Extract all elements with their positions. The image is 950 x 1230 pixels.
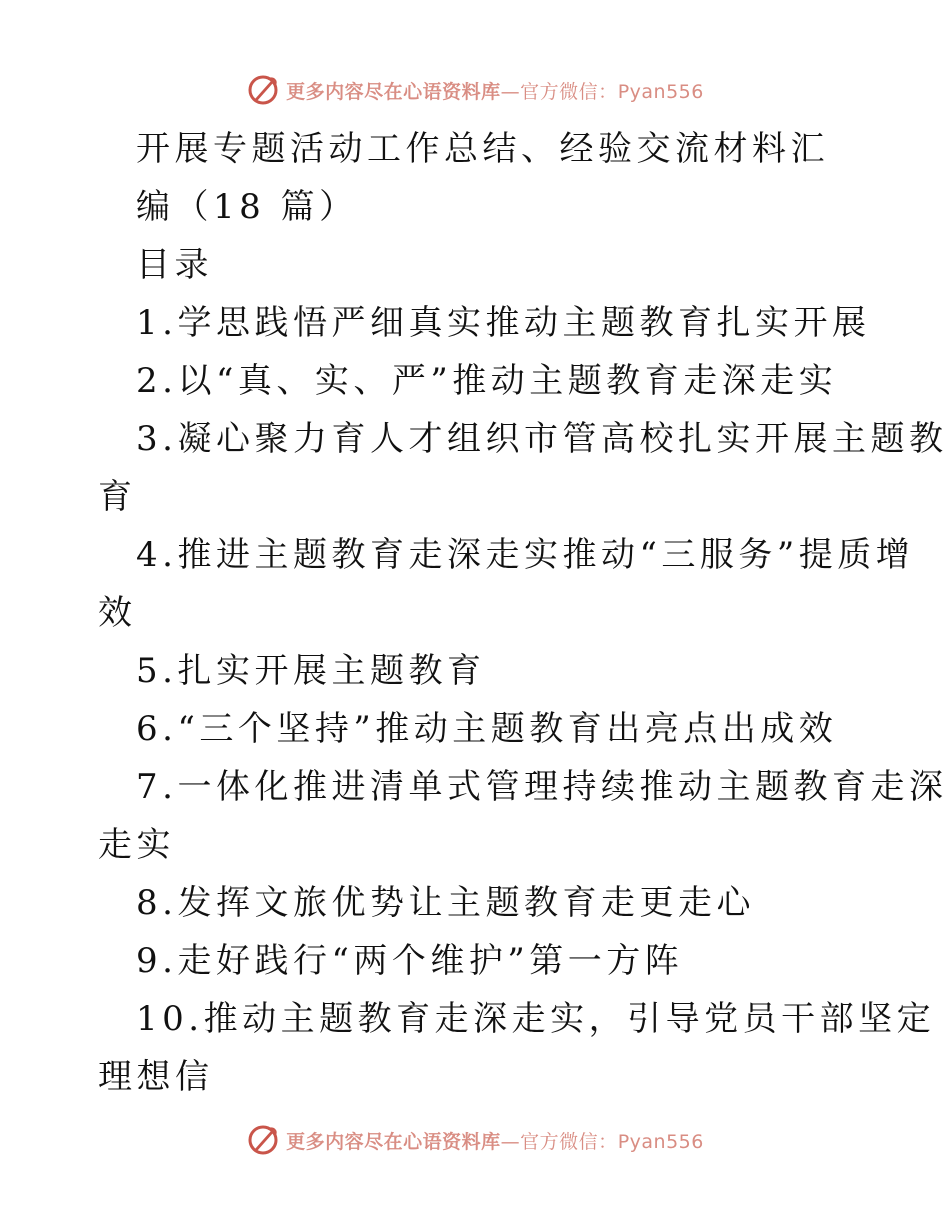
toc-item-continuation: 育 <box>98 477 137 517</box>
toc-item: 10.推动主题教育走深走实，引导党员干部坚定 <box>136 999 936 1039</box>
toc-item-continuation: 理想信 <box>98 1057 214 1097</box>
toc-item: 4.推进主题教育走深走实推动“三服务”提质增 <box>136 535 915 575</box>
footer-watermark <box>0 1120 950 1160</box>
toc-item: 8.发挥文旅优势让主题教育走更走心 <box>136 883 755 923</box>
toc-item: 7.一体化推进清单式管理持续推动主题教育走深 <box>136 767 948 807</box>
toc-item: 5.扎实开展主题教育 <box>136 651 486 691</box>
watermark-handle: Pyan556 <box>617 80 704 103</box>
document-title-line-1: 开展专题活动工作总结、经验交流材料汇 <box>136 129 829 169</box>
toc-item-continuation: 效 <box>98 593 137 633</box>
header-watermark <box>0 70 950 110</box>
watermark-dash: — <box>500 80 521 103</box>
quill-logo-icon <box>246 1123 280 1157</box>
watermark-handle: Pyan556 <box>617 1130 704 1153</box>
watermark-suffix: 官方微信： <box>520 80 618 103</box>
toc-item: 2.以“真、实、严”推动主题教育走深走实 <box>136 361 838 401</box>
watermark-suffix: 官方微信： <box>520 1130 618 1153</box>
toc-heading: 目录 <box>136 245 213 285</box>
toc-item-continuation: 走实 <box>98 825 175 865</box>
watermark-text <box>286 77 704 104</box>
watermark-text <box>286 1127 704 1154</box>
toc-item: 6.“三个坚持”推动主题教育出亮点出成效 <box>136 709 838 749</box>
watermark-main: 更多内容尽在心语资料库 <box>286 80 501 103</box>
toc-item: 9.走好践行“两个维护”第一方阵 <box>136 941 684 981</box>
watermark-main: 更多内容尽在心语资料库 <box>286 1130 501 1153</box>
watermark-dash: — <box>500 1130 521 1153</box>
document-title-line-2: 编（18 篇） <box>136 187 358 227</box>
quill-logo-icon <box>246 73 280 107</box>
toc-item: 3.凝心聚力育人才组织市管高校扎实开展主题教 <box>136 419 948 459</box>
toc-item: 1.学思践悟严细真实推动主题教育扎实开展 <box>136 303 871 343</box>
